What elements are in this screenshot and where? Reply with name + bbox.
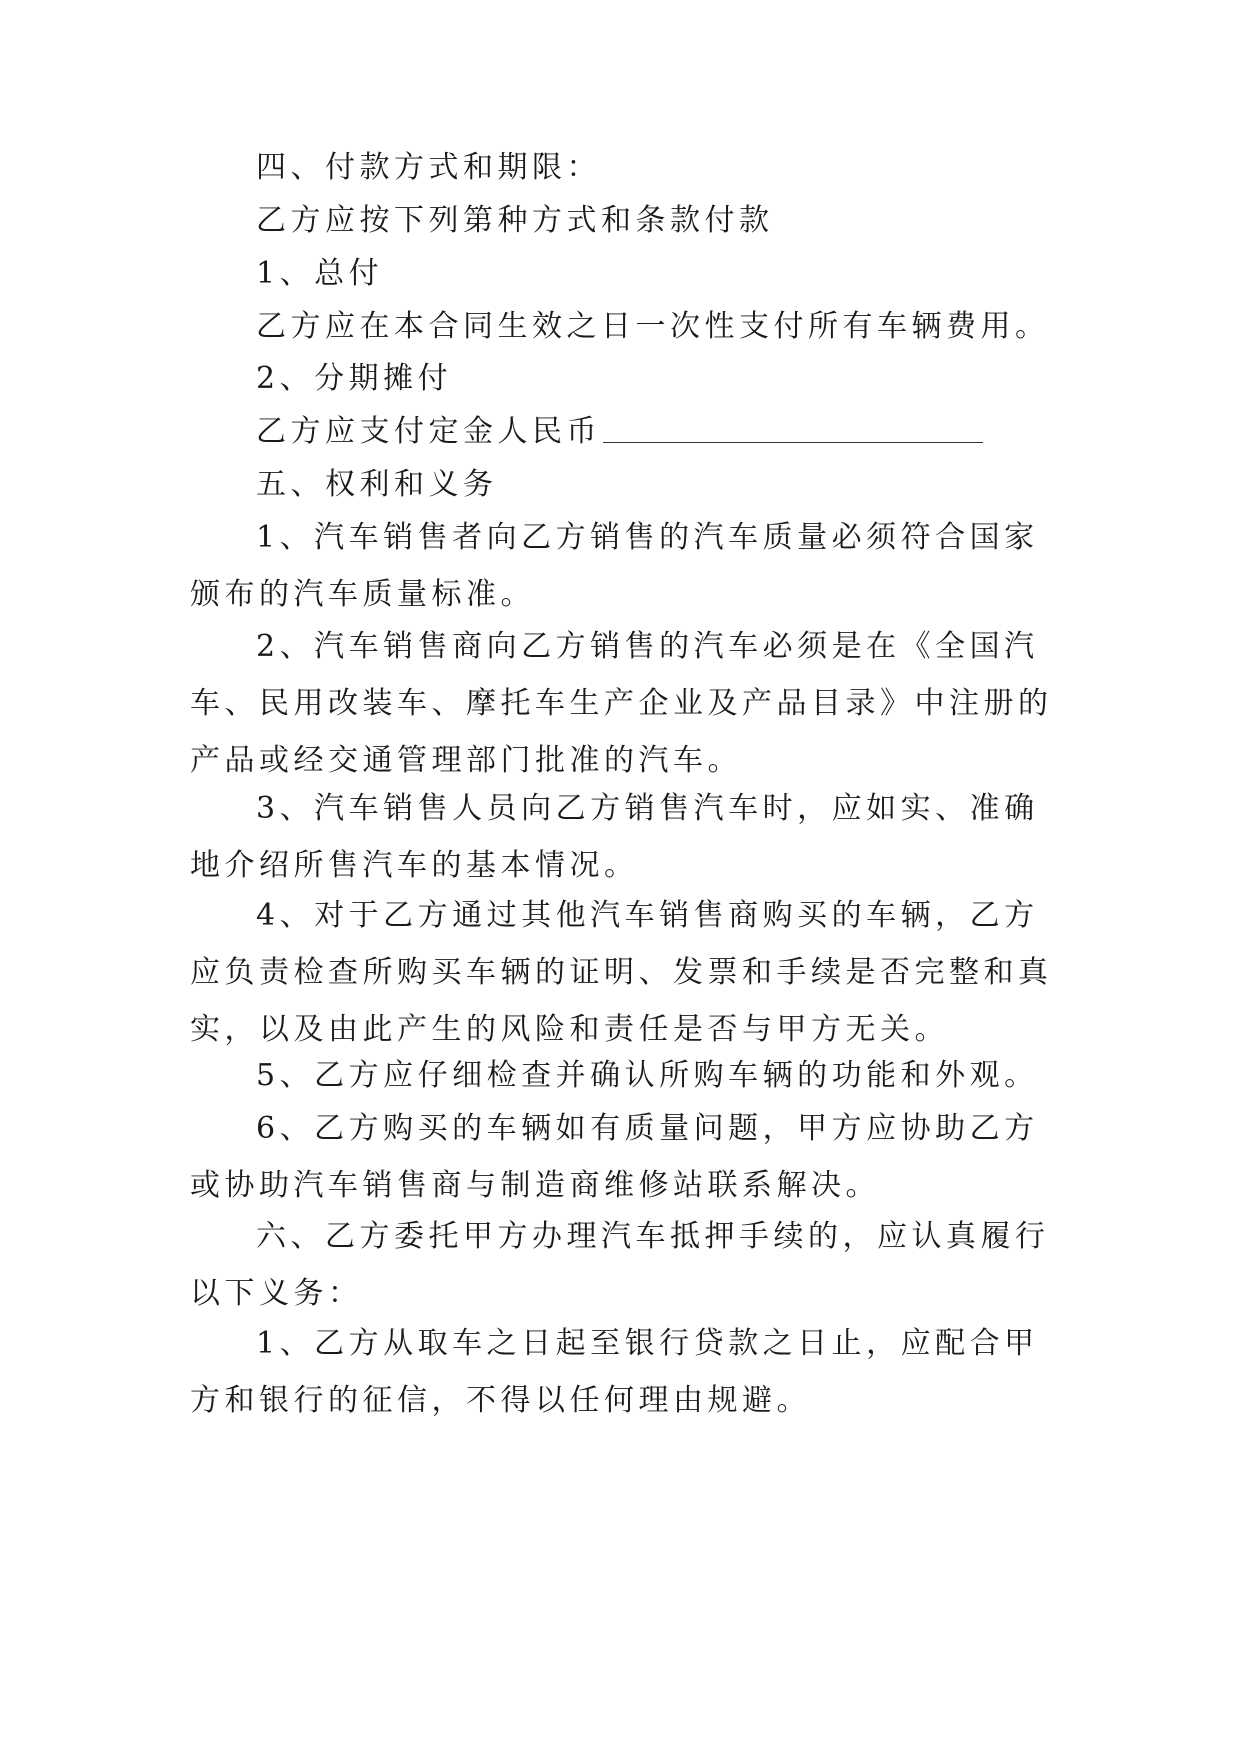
- paragraph-rights-6: 6、乙方购买的车辆如有质量问题，甲方应协助乙方或协助汽车销售商与制造商维修站联系解决。: [190, 1111, 1039, 1203]
- paragraph-full-payment: 乙方应在本合同生效之日一次性支付所有车辆费用。: [256, 309, 1050, 344]
- deposit-amount-blank: [603, 412, 983, 443]
- paragraph-full-payment-heading: 1、总付: [256, 256, 384, 291]
- paragraph-payment-method: 乙方应按下列第种方式和条款付款: [256, 203, 774, 238]
- section-heading-mortgage: 六、乙方委托甲方办理汽车抵押手续的，应认真履行以下义务：: [190, 1219, 1050, 1311]
- paragraph-rights-3: 3、汽车销售人员向乙方销售汽车时，应如实、准确地介绍所售汽车的基本情况。: [190, 791, 1039, 883]
- paragraph-rights-1: 1、汽车销售者向乙方销售的汽车质量必须符合国家颁布的汽车质量标准。: [190, 520, 1039, 612]
- paragraph-rights-2: 2、汽车销售商向乙方销售的汽车必须是在《全国汽车、民用改装车、摩托车生产企业及产品目录》中注册的产品或经交通管理部门批准的汽车。: [190, 629, 1053, 778]
- paragraph-mortgage-1: 1、乙方从取车之日起至银行贷款之日止，应配合甲方和银行的征信，不得以任何理由规避。: [190, 1326, 1039, 1418]
- paragraph-rights-5: 5、乙方应仔细检查并确认所购车辆的功能和外观。: [256, 1058, 1039, 1093]
- paragraph-rights-4: 4、对于乙方通过其他汽车销售商购买的车辆，乙方应负责检查所购买车辆的证明、发票和手续是否完整和真实，以及由此产生的风险和责任是否与甲方无关。: [190, 898, 1053, 1047]
- deposit-label: 乙方应支付定金人民币: [256, 414, 601, 449]
- section-heading-rights: 五、权利和义务: [256, 467, 498, 502]
- paragraph-deposit: [190, 403, 1070, 460]
- section-heading-payment: 四、付款方式和期限：: [256, 150, 601, 185]
- paragraph-installment-heading: 2、分期摊付: [256, 361, 453, 396]
